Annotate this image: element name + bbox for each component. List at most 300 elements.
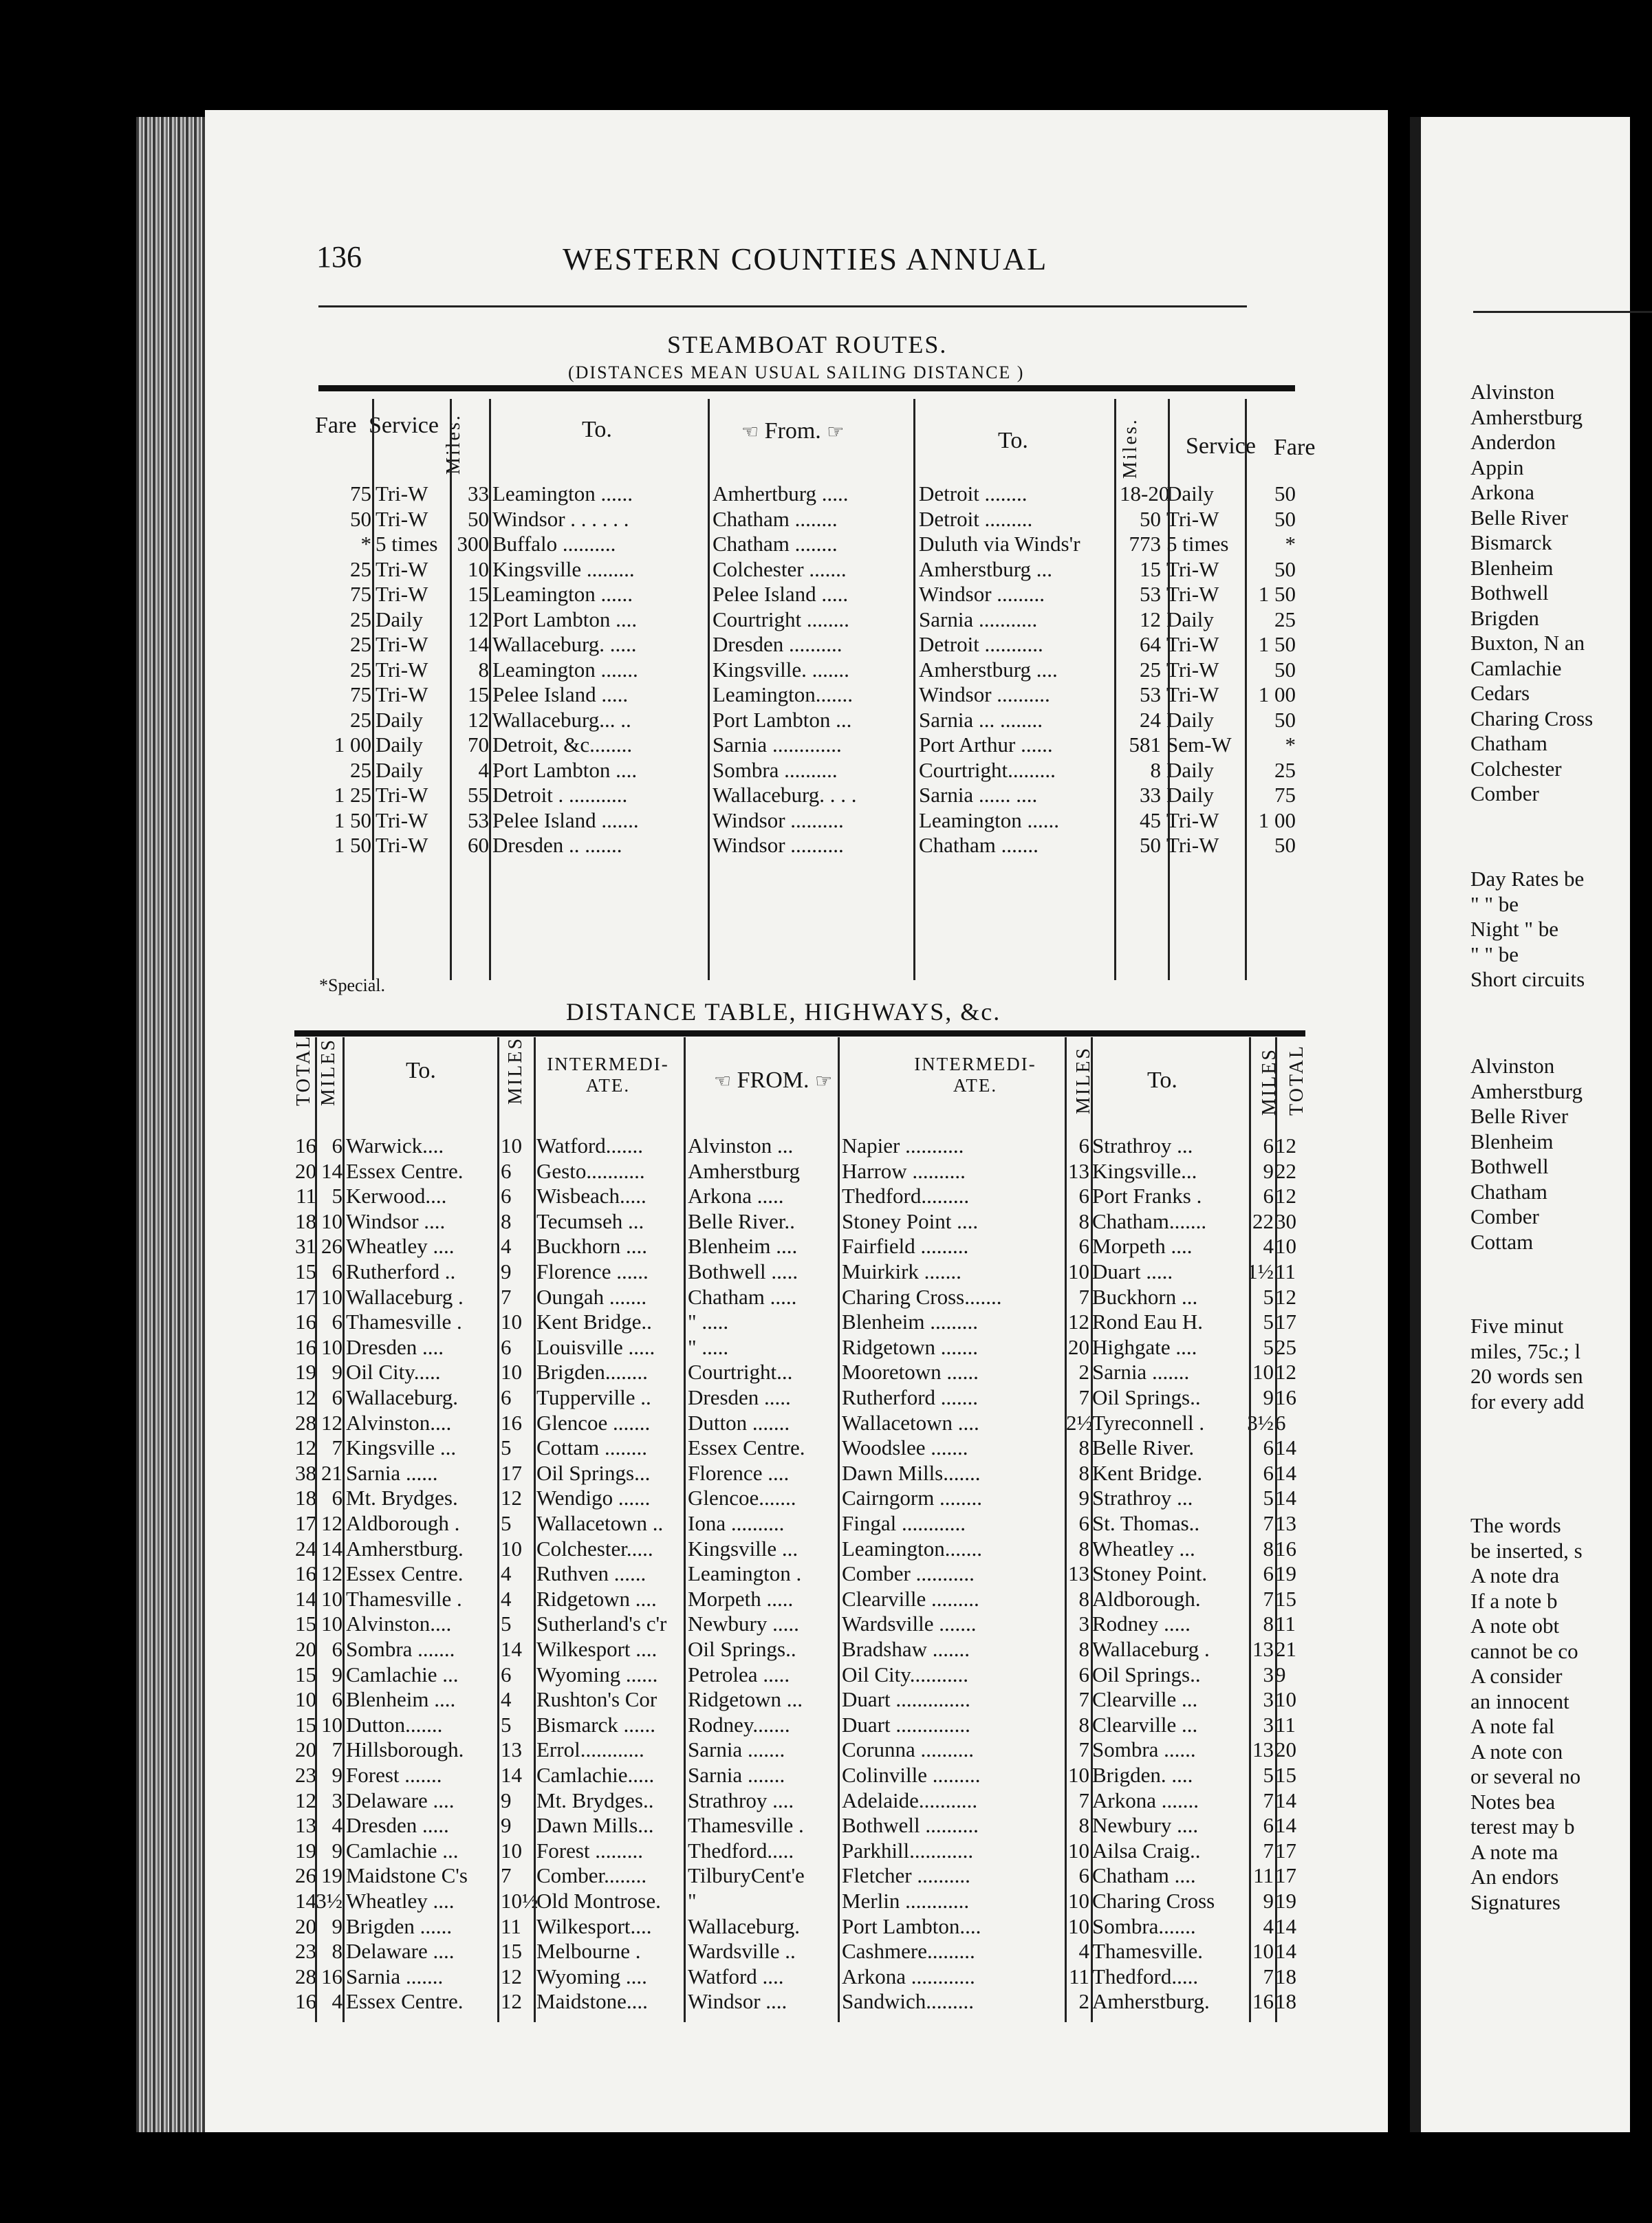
distance-cell-total-2: 17 [1275,1863,1296,1888]
distance-cell-total-2: 14 [1275,1813,1296,1838]
distance-cell-miles-3: 5 [1263,1284,1274,1309]
distance-cell-miles-3: 5 [1263,1486,1274,1510]
distance-cell-to: Thamesville . [346,1310,462,1334]
distance-cell-miles-2: 12 [1068,1310,1089,1334]
distance-cell-intermediate-2: Port Lambton.... [842,1913,981,1938]
right-list-item: Alvinston [1470,380,1555,404]
distance-cell-miles: 10 [321,1334,343,1359]
distance-row [205,1360,1388,1385]
steamboat-row [205,682,1388,707]
distance-cell-intermediate: Bismarck ...... [536,1712,656,1737]
distance-cell-miles-b: 10 [501,1134,522,1158]
distance-cell-to: Dresden .... [346,1334,444,1359]
distance-cell-total-2: 12 [1275,1360,1296,1385]
distance-cell-miles-2: 10 [1068,1259,1089,1283]
distance-cell-to: Mt. Brydges. [346,1486,458,1510]
distance-cell-miles-3: 8 [1263,1612,1274,1636]
distance-cell-to: Maidstone C's [346,1863,468,1888]
distance-cell-miles-b: 7 [501,1863,512,1888]
col-header-to-2: To. [1147,1067,1177,1093]
distance-cell-miles-b: 9 [501,1788,512,1812]
distance-cell-to-2: Ailsa Craig.. [1092,1838,1201,1863]
right-list-item: Belle River [1470,505,1569,530]
distance-cell-total: 16 [295,1310,316,1334]
distance-cell-miles-b: 4 [501,1561,512,1586]
distance-row [205,1234,1388,1259]
steamboat-row [205,507,1388,532]
pointing-hand-right-icon: ☞ [827,422,845,443]
distance-cell-total: 26 [295,1863,316,1888]
right-page-fragment [1410,117,1630,2132]
column-rule [1114,399,1116,980]
distance-cell-miles-2: 8 [1078,1435,1089,1460]
distance-cell-to-2: Oil Springs.. [1092,1385,1201,1409]
right-paragraph-line: for every add [1470,1389,1585,1413]
distance-cell-total-2: 15 [1275,1586,1296,1611]
distance-top-rule [294,1030,1305,1037]
steamboat-cell-fare: 50 [350,506,371,531]
steamboat-cell-miles: 50 [468,506,489,531]
distance-cell-from: Leamington . [688,1561,802,1586]
steamboat-cell-service: Tri-W [376,481,428,506]
distance-cell-miles-2: 8 [1078,1586,1089,1611]
distance-cell-miles-3: 3 [1263,1687,1274,1712]
right-list-item: Blenheim [1470,1129,1554,1153]
right-list-item: Camlachie [1470,655,1562,680]
steamboat-cell-fare-2: 50 [1274,707,1296,732]
distance-cell-total-2: 9 [1275,1662,1286,1687]
distance-cell-to: Essex Centre. [346,1158,464,1183]
distance-row [205,1989,1388,2014]
distance-cell-from: " [688,1889,697,1913]
distance-cell-to: Alvinston.... [346,1410,452,1435]
right-rates-line: Day Rates be [1470,867,1585,891]
steamboat-cell-from: Sombra .......... [713,757,838,782]
steamboat-row [205,758,1388,783]
distance-cell-miles-b: 9 [501,1259,512,1283]
distance-cell-total: 16 [295,1989,316,2014]
right-paragraph-line: A note con [1470,1739,1563,1764]
steamboat-cell-miles: 70 [468,733,489,757]
distance-cell-total: 18 [295,1208,316,1233]
distance-cell-total-2: 12 [1275,1184,1296,1208]
steamboat-cell-miles-2: 581 [1129,733,1161,757]
distance-cell-from: Essex Centre. [688,1435,805,1460]
right-header-rule [1473,311,1652,313]
distance-cell-intermediate: Wilkesport .... [536,1637,657,1661]
distance-cell-total: 20 [295,1913,316,1938]
distance-cell-to-2: Rodney ..... [1092,1612,1191,1636]
steamboat-row [205,833,1388,858]
distance-cell-from: Sarnia ....... [688,1763,785,1787]
distance-cell-to: Hillsborough. [346,1737,464,1762]
distance-cell-from: Dutton ....... [688,1410,790,1435]
distance-cell-intermediate: Comber........ [536,1863,647,1888]
distance-cell-total-2: 14 [1275,1460,1296,1485]
distance-cell-intermediate-2: Corunna .......... [842,1737,975,1762]
right-list-item: Cottam [1470,1229,1534,1254]
distance-cell-to-2: Thedford..... [1092,1964,1199,1988]
distance-cell-intermediate: Dawn Mills... [536,1813,654,1838]
steamboat-cell-to-2: Port Arthur ...... [919,733,1053,757]
distance-cell-to-2: Buckhorn ... [1092,1284,1198,1309]
steamboat-cell-service-2: Daily [1166,707,1214,732]
right-paragraph-line: 20 words sen [1470,1364,1583,1388]
distance-row [205,1939,1388,1964]
right-paragraph-line: Notes bea [1470,1789,1556,1814]
distance-cell-miles-2: 11 [1069,1964,1089,1988]
steamboat-cell-service-2: Daily [1166,481,1214,506]
steamboat-cell-service-2: Tri-W [1166,506,1219,531]
right-list-item: Bothwell [1470,1154,1549,1178]
right-list-item: Alvinston [1470,1054,1555,1078]
distance-cell-miles-2: 20 [1068,1334,1089,1359]
col-header-miles-2: Miles. [1120,418,1141,479]
distance-cell-intermediate: Ridgetown .... [536,1586,657,1611]
distance-cell-miles: 10 [321,1612,343,1636]
distance-cell-intermediate: Sutherland's c'r [536,1612,667,1636]
col-header-from [741,418,844,444]
distance-cell-to: Windsor .... [346,1208,446,1233]
distance-cell-miles: 14 [321,1536,343,1561]
distance-cell-to: Brigden ...... [346,1913,453,1938]
col-header-to-2: To. [998,428,1028,453]
distance-cell-total-2: 10 [1275,1687,1296,1712]
distance-cell-intermediate-2: Adelaide........... [842,1788,978,1812]
right-paragraph-line: The words [1470,1513,1561,1537]
distance-cell-from: Rodney....... [688,1712,790,1737]
distance-row [205,1310,1388,1334]
steamboat-cell-miles-2: 53 [1140,582,1161,606]
steamboat-cell-miles-2: 33 [1140,783,1161,807]
distance-cell-miles-b: 6 [501,1334,512,1359]
steamboat-cell-fare-2: 1 00 [1258,682,1296,706]
steamboat-cell-to-2: Windsor ......... [919,582,1045,606]
steamboat-cell-fare-2: 50 [1274,481,1296,506]
distance-cell-miles-b: 10 [501,1310,522,1334]
distance-cell-from: Blenheim .... [688,1234,798,1259]
right-list-item: Appin [1470,455,1524,479]
distance-cell-miles: 6 [332,1310,343,1334]
steamboat-cell-to-2: Windsor .......... [919,682,1050,706]
distance-cell-miles: 12 [321,1561,343,1586]
distance-cell-total-2: 13 [1275,1511,1296,1535]
distance-cell-miles-2: 13 [1068,1561,1089,1586]
distance-cell-miles: 6 [332,1259,343,1283]
distance-cell-total: 11 [296,1184,316,1208]
distance-cell-miles-2: 10 [1068,1913,1089,1938]
steamboat-cell-fare-2: 75 [1274,783,1296,807]
steamboat-cell-to: Port Lambton .... [492,607,638,631]
steamboat-cell-fare: 25 [350,607,371,631]
right-list-item: Anderdon [1470,430,1556,454]
col-header-total: TOTAL [293,1034,314,1106]
distance-cell-total-2: 25 [1275,1334,1296,1359]
distance-cell-miles-3: 5 [1263,1763,1274,1787]
distance-cell-to-2: St. Thomas.. [1092,1511,1200,1535]
distance-cell-total: 18 [295,1486,316,1510]
distance-cell-to: Essex Centre. [346,1561,464,1586]
right-paragraph-line: A note fal [1470,1714,1555,1738]
steamboat-cell-service: Tri-W [376,582,428,606]
distance-cell-total-2: 14 [1275,1939,1296,1964]
distance-cell-miles-3: 16 [1252,1989,1274,2014]
steamboat-row [205,658,1388,682]
distance-cell-to-2: Strathroy ... [1092,1486,1193,1510]
steamboat-cell-to: Leamington ...... [492,481,633,506]
distance-cell-miles-2: 10 [1068,1889,1089,1913]
distance-cell-total: 20 [295,1158,316,1183]
steamboat-cell-service: Daily [376,733,423,757]
distance-cell-miles: 3½ [316,1889,343,1913]
steamboat-cell-to-2: Sarnia ...... .... [919,783,1038,807]
steamboat-subtitle: (DISTANCES MEAN USUAL SAILING DISTANCE ) [568,362,1025,382]
distance-cell-to-2: Morpeth .... [1092,1234,1193,1259]
distance-cell-intermediate: Wendigo ...... [536,1486,651,1510]
distance-cell-intermediate-2: Fletcher .......... [842,1863,970,1888]
distance-cell-intermediate-2: Leamington....... [842,1536,983,1561]
distance-cell-from: Arkona ..... [688,1184,784,1208]
steamboat-cell-fare-2: 50 [1274,506,1296,531]
col-header-miles-3: MILES [1259,1048,1280,1116]
steamboat-cell-fare: 25 [350,707,371,732]
distance-cell-total: 16 [295,1334,316,1359]
distance-cell-intermediate-2: Woodslee ....... [842,1435,968,1460]
distance-cell-miles-b: 17 [501,1460,522,1485]
distance-cell-to-2: Newbury .... [1092,1813,1199,1838]
distance-cell-miles-3: 6 [1263,1460,1274,1485]
steamboat-cell-to: Windsor . . . . . . [492,506,629,531]
steamboat-cell-to: Dresden .. ....... [492,833,622,857]
steamboat-cell-miles-2: 50 [1140,833,1161,857]
distance-cell-intermediate-2: Charing Cross....... [842,1284,1002,1309]
steamboat-cell-to: Leamington ....... [492,657,638,682]
distance-cell-miles: 9 [332,1662,343,1687]
distance-cell-intermediate: Mt. Brydges.. [536,1788,654,1812]
distance-cell-miles-2: 6 [1078,1662,1089,1687]
distance-cell-intermediate: Buckhorn .... [536,1234,648,1259]
distance-cell-total-2: 6 [1275,1410,1286,1435]
column-rule [343,1037,345,2022]
distance-cell-intermediate-2: Duart .............. [842,1687,970,1712]
distance-cell-intermediate-2: Ridgetown ....... [842,1334,979,1359]
column-rule [1168,399,1170,980]
distance-cell-miles: 4 [332,1813,343,1838]
distance-cell-total: 10 [295,1687,316,1712]
steamboat-cell-to-2: Sarnia ........... [919,607,1038,631]
distance-cell-miles-b: 12 [501,1989,522,2014]
distance-cell-from: Petrolea ..... [688,1662,790,1687]
distance-cell-intermediate-2: Arkona ............ [842,1964,975,1988]
steamboat-cell-to-2: Courtright......... [919,757,1056,782]
right-paragraph-line: terest may b [1470,1814,1575,1839]
distance-cell-to-2: Chatham .... [1092,1863,1196,1888]
steamboat-cell-to-2: Detroit ........... [919,632,1043,656]
distance-cell-total-2: 21 [1275,1637,1296,1661]
column-rule [708,399,710,980]
distance-row [205,1889,1388,1913]
distance-cell-from: Strathroy .... [688,1788,794,1812]
steamboat-cell-fare-2: * [1285,532,1296,556]
distance-cell-intermediate: Melbourne . [536,1939,641,1964]
steamboat-cell-service-2: Daily [1166,783,1214,807]
distance-cell-miles-b: 11 [501,1913,521,1938]
distance-cell-miles-2: 2 [1078,1360,1089,1385]
distance-cell-total-2: 14 [1275,1486,1296,1510]
distance-cell-from: Thamesville . [688,1813,804,1838]
distance-cell-miles: 9 [332,1838,343,1863]
distance-cell-miles-2: 2 [1078,1989,1089,2014]
distance-cell-miles-3: 3½ [1247,1410,1274,1435]
distance-cell-miles-b: 6 [501,1184,512,1208]
distance-cell-miles-3: 1½ [1247,1259,1274,1283]
steamboat-cell-miles: 53 [468,807,489,832]
distance-cell-intermediate: Old Montrose. [536,1889,661,1913]
distance-cell-to: Thamesville . [346,1586,462,1611]
distance-cell-total: 12 [295,1385,316,1409]
col-header-service-2: Service [1186,433,1256,459]
distance-cell-intermediate-2: Cashmere......... [842,1939,975,1964]
distance-row [205,1435,1388,1460]
page-number: 136 [316,240,362,274]
distance-cell-total: 15 [295,1662,316,1687]
col-header-service: Service [369,413,439,438]
distance-cell-total-2: 14 [1275,1435,1296,1460]
steamboat-cell-service: Tri-W [376,556,428,581]
distance-cell-from: Wallaceburg. [688,1913,801,1938]
right-paragraph-line: If a note b [1470,1588,1558,1613]
steamboat-cell-service: Tri-W [376,657,428,682]
steamboat-cell-fare-2: 1 00 [1258,807,1296,832]
steamboat-cell-miles-2: 24 [1140,707,1161,732]
distance-cell-total-2: 10 [1275,1234,1296,1259]
col-header-miles-2: MILES [1073,1046,1094,1114]
steamboat-row [205,607,1388,632]
distance-cell-miles-b: 10½ [501,1889,539,1913]
distance-row [205,1561,1388,1586]
gutter-shadow [1410,117,1421,2132]
steamboat-cell-from: Dresden .......... [713,632,843,656]
steamboat-cell-from: Leamington....... [713,682,854,706]
running-title: WESTERN COUNTIES ANNUAL [563,241,1048,276]
steamboat-cell-fare: 25 [350,632,371,656]
distance-cell-miles-2: 7 [1078,1284,1089,1309]
distance-cell-intermediate-2: Bothwell .......... [842,1813,979,1838]
distance-cell-intermediate: Ruthven ...... [536,1561,646,1586]
steamboat-footnote: *Special. [319,975,386,995]
distance-cell-from: Kingsville ... [688,1536,798,1561]
distance-cell-total: 13 [295,1813,316,1838]
distance-cell-miles-2: 4 [1078,1939,1089,1964]
steamboat-cell-service-2: Tri-W [1166,682,1219,706]
distance-cell-miles-3: 3 [1263,1662,1274,1687]
distance-cell-miles-b: 12 [501,1486,522,1510]
col-header-intermediate-2: INTERMEDI- ATE. [914,1054,1036,1096]
distance-cell-intermediate-2: Oil City........... [842,1662,969,1687]
steamboat-cell-from: Port Lambton ... [713,707,852,732]
distance-cell-intermediate: Tupperville .. [536,1385,651,1409]
steamboat-cell-miles-2: 15 [1140,556,1161,581]
distance-cell-total: 16 [295,1561,316,1586]
distance-cell-total: 12 [295,1788,316,1812]
steamboat-cell-miles: 12 [468,607,489,631]
steamboat-cell-service: 5 times [376,532,438,556]
distance-cell-miles-3: 13 [1252,1737,1274,1762]
distance-cell-from: Iona .......... [688,1511,785,1535]
distance-cell-to-2: Arkona ....... [1092,1788,1199,1812]
right-list-item: Chatham [1470,1179,1547,1204]
distance-row [205,1914,1388,1939]
distance-cell-miles-2: 6 [1078,1511,1089,1535]
distance-cell-to-2: Tyreconnell . [1092,1410,1205,1435]
distance-cell-total: 28 [295,1964,316,1988]
steamboat-cell-service: Tri-W [376,833,428,857]
distance-row [205,1511,1388,1536]
steamboat-cell-to: Detroit . ........... [492,783,628,807]
distance-cell-miles-3: 9 [1263,1889,1274,1913]
distance-cell-intermediate-2: Harrow .......... [842,1158,966,1183]
distance-cell-from: Ridgetown ... [688,1687,803,1712]
distance-cell-from: " ..... [688,1310,729,1334]
distance-cell-miles-3: 8 [1263,1536,1274,1561]
distance-cell-to: Wallaceburg. [346,1385,459,1409]
distance-row [205,1737,1388,1762]
distance-row [205,1964,1388,1989]
distance-cell-miles: 9 [332,1913,343,1938]
right-list-item: Blenheim [1470,555,1554,580]
steamboat-cell-fare-2: 25 [1274,757,1296,782]
col-header-from-label: From. [764,418,821,444]
steamboat-cell-fare-2: 25 [1274,607,1296,631]
col-header-fare-2: Fare [1274,435,1316,460]
distance-cell-miles-b: 14 [501,1763,522,1787]
distance-cell-total: 20 [295,1637,316,1661]
steamboat-cell-from: Amhertburg ..... [713,481,849,506]
steamboat-cell-to: Detroit, &c........ [492,733,633,757]
steamboat-cell-to: Pelee Island ..... [492,682,629,706]
right-paragraph-line: A note obt [1470,1614,1560,1638]
distance-cell-to: Sombra ....... [346,1637,455,1661]
distance-cell-intermediate-2: Duart .............. [842,1712,970,1737]
distance-cell-intermediate-2: Comber ........... [842,1561,975,1586]
steamboat-cell-from: Colchester ....... [713,556,847,581]
column-rule [1249,1037,1251,2022]
distance-cell-to: Amherstburg. [346,1536,464,1561]
steamboat-cell-to-2: Leamington ...... [919,807,1060,832]
distance-row [205,1863,1388,1888]
distance-cell-to: Delaware .... [346,1788,455,1812]
distance-cell-miles-2: 8 [1078,1460,1089,1485]
distance-cell-to-2: Oil Springs.. [1092,1662,1201,1687]
steamboat-cell-to: Port Lambton .... [492,757,638,782]
steamboat-cell-fare: 25 [350,657,371,682]
steamboat-cell-miles: 300 [457,532,489,556]
steamboat-cell-fare-2: 1 50 [1258,632,1296,656]
steamboat-cell-fare: 75 [350,481,371,506]
distance-cell-miles-b: 5 [501,1511,512,1535]
distance-cell-miles: 16 [321,1964,343,1988]
distance-cell-miles: 6 [332,1637,343,1661]
column-rule [1065,1037,1067,2022]
distance-cell-total-2: 19 [1275,1561,1296,1586]
steamboat-cell-service-2: Sem-W [1166,733,1232,757]
distance-cell-total: 31 [295,1234,316,1259]
distance-cell-to: Aldborough . [346,1511,460,1535]
pointing-hand-left-icon: ☜ [714,1071,732,1092]
steamboat-row [205,532,1388,556]
steamboat-cell-fare-2: 1 50 [1258,582,1296,606]
distance-cell-to-2: Stoney Point. [1092,1561,1208,1586]
